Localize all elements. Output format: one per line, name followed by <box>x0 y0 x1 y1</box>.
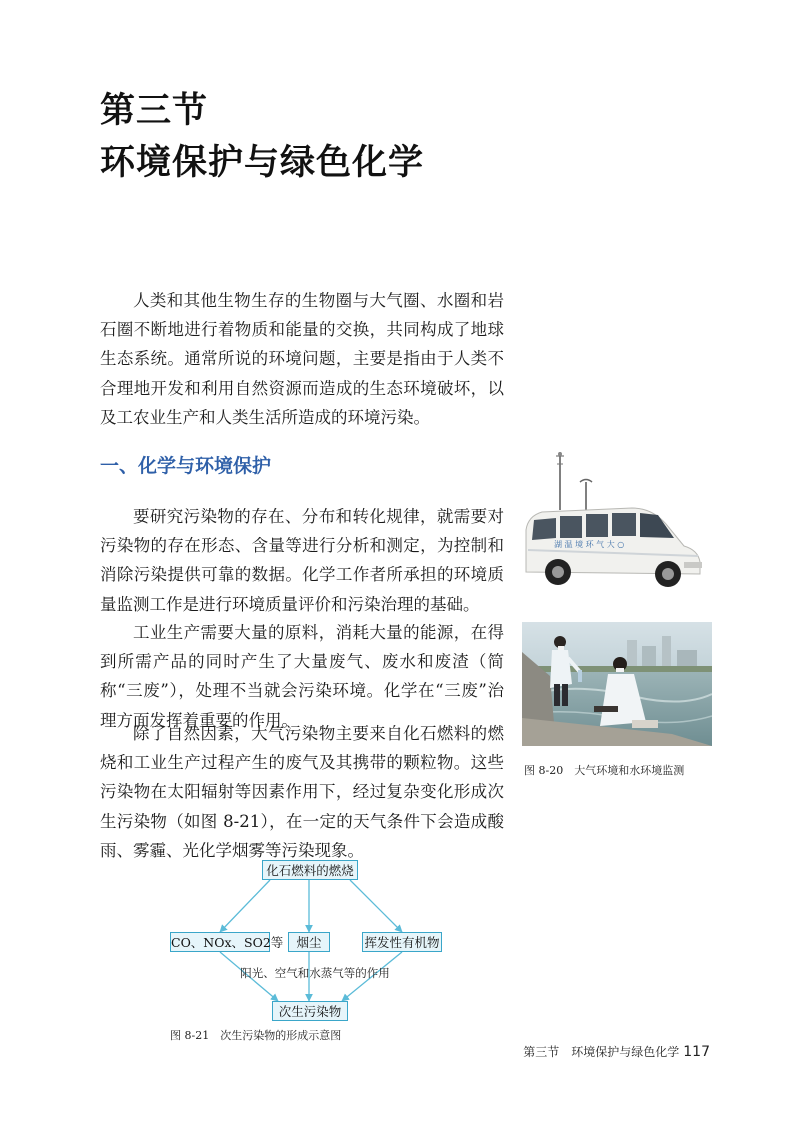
section-heading <box>100 85 424 189</box>
subsection-title: 一、化学与环境保护 <box>100 455 272 477</box>
body-paragraph-2: 工业生产需要大量的原料，消耗大量的能源，在得到所需产品的同时产生了大量废气、废水和废渣（简称“三废”），处理不当就会污染环境。化学在“三废”治理方面发挥着重要的作用。 <box>100 623 504 730</box>
page-number: 117 <box>683 1044 710 1060</box>
fossil-fuel-combustion-box: 化石燃料的燃烧 <box>262 860 358 880</box>
voc-box: 挥发性有机物 <box>362 932 442 952</box>
reaction-conditions-note: 阳光、空气和水蒸气等的作用 <box>240 966 390 980</box>
water-monitoring-photo <box>522 622 712 746</box>
section-title: 环境保护与绿色化学 <box>100 143 425 183</box>
pollutant-formation-diagram <box>150 852 510 1032</box>
figure-8-21-caption: 图 8-21 次生污染物的形成示意图 <box>170 1029 342 1042</box>
body-paragraph-3: 除了自然因素，大气污染物主要来自化石燃料的燃烧和工业生产过程产生的废气及其携带的颗粒物。这些污染物在太阳辐射等因素作用下，经过复杂变化形成次生污染物（如图 8-21），在一定的天气条件下会造成酸雨、雾霾、光化学烟雾等污染现象。 <box>100 724 504 860</box>
body-paragraph-1: 要研究污染物的存在、分布和转化规律，就需要对污染物的存在形态、含量等进行分析和测定，为控制和消除污染提供可靠的数据。化学工作者所承担的环境质量监测工作是进行环境质量评价和污染治理的基础。 <box>100 507 504 614</box>
monitoring-van-photo <box>520 446 712 598</box>
van-lettering: 湖 温 境 环 气 大 ○ <box>554 540 625 549</box>
dust-box: 烟尘 <box>288 932 330 952</box>
primary-gases-box: CO、NOx、SO2等 <box>170 932 270 952</box>
secondary-pollutants-box: 次生污染物 <box>272 1001 348 1021</box>
section-number: 第三节 <box>100 91 209 131</box>
running-head: 第三节 环境保护与绿色化学 <box>523 1045 680 1059</box>
page-footer <box>520 1043 710 1060</box>
intro-paragraph: 人类和其他生物生存的生物圈与大气圈、水圈和岩石圈不断地进行着物质和能量的交换，共同构成了地球生态系统。通常所说的环境问题，主要是指由于人类不合理地开发和利用自然资源而造成的生态环境破坏，以及工农业生产和人类生活所造成的环境污染。 <box>100 291 504 427</box>
figure-8-20-caption: 图 8-20 大气环境和水环境监测 <box>524 764 685 777</box>
